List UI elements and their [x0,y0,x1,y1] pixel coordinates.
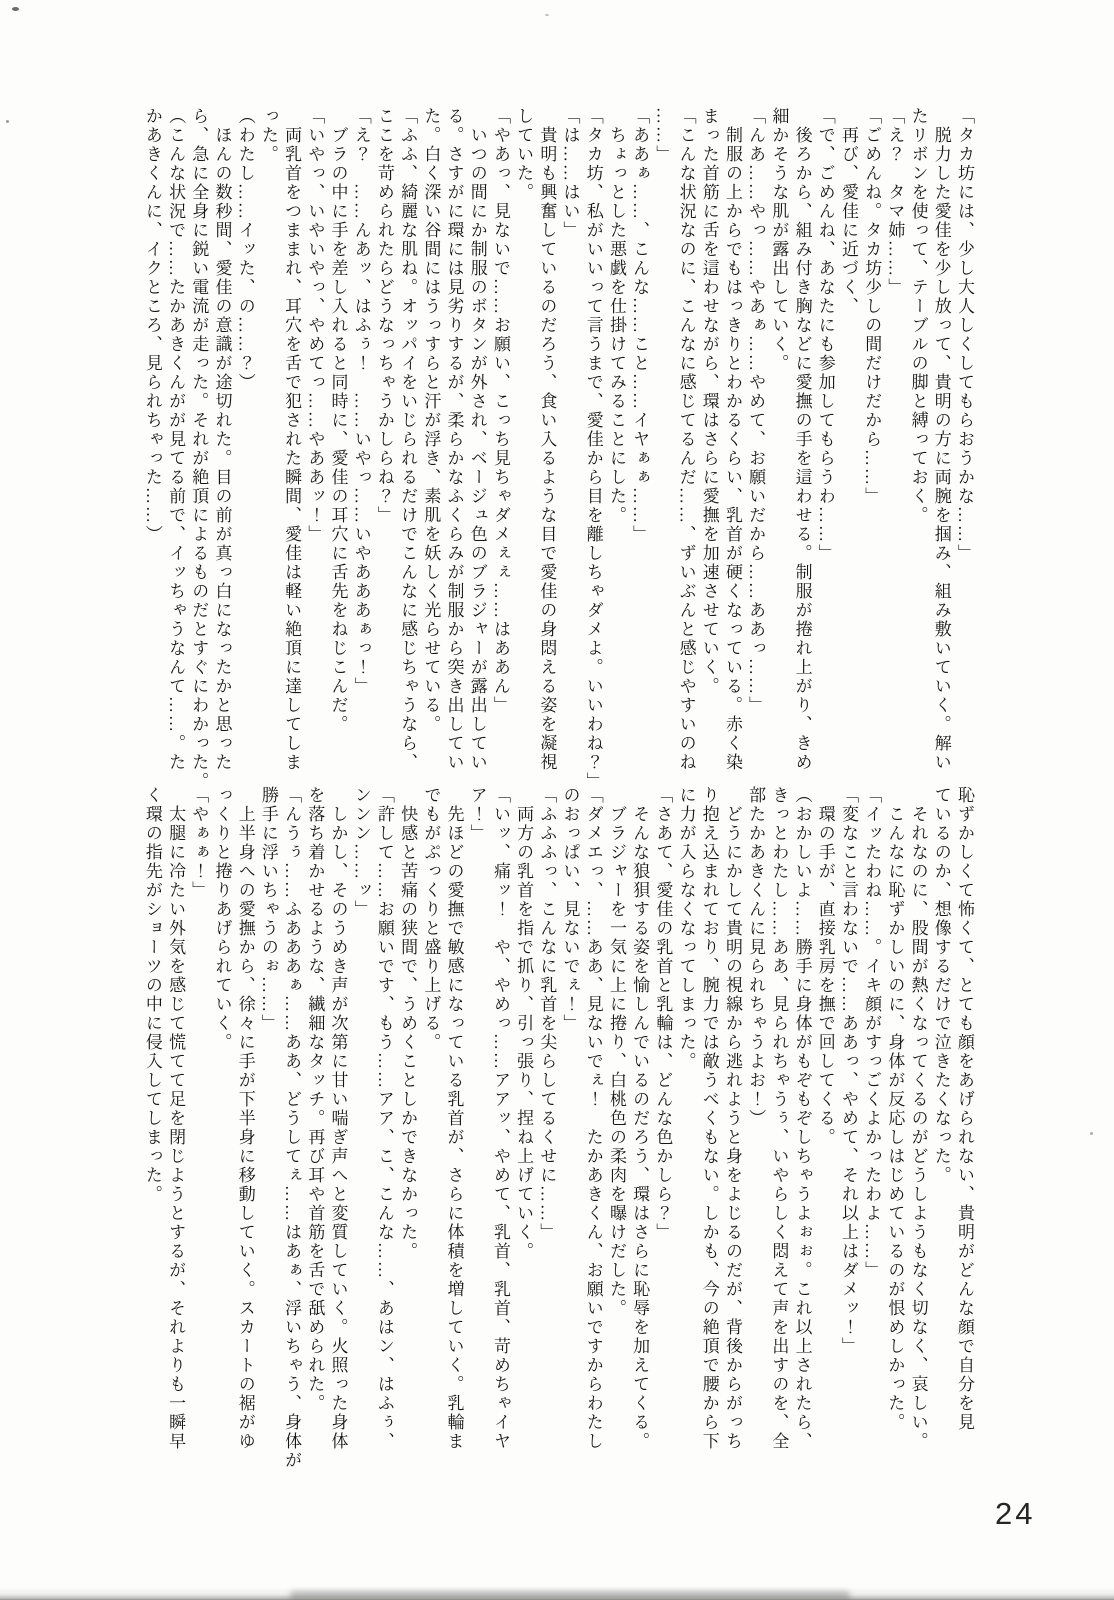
text-line: 「んあ……やっ……やあぁ……やめて、お願いだから……ああっ……」 [746,107,766,715]
text-line: （こんな状況で……たかあきくんがが見てる前で、イッちゃうなんて……。た [166,107,186,772]
text-line: た。白く深い谷間にはうっすらと汗が浮き、素肌を妖しく光らせている。 [421,107,441,734]
text-line: 「変なこと言わないで……ああっ、やめて、それ以上はダメッ！」 [838,786,858,1356]
text-line: 「え？ タマ姉……」 [885,107,905,297]
text-line: きっとわたし……ああ、見られちゃうぅ、いやらしく悶えて声を出すのを、全 [769,786,789,1451]
text-line: ているのか、想像するだけで泣きたくなった。 [931,786,951,1185]
text-line: それなのに、股間が熱くなってくるのがどうしようもなく切なく、哀しい。 [908,805,928,1451]
text-line: 「やあっ、見ないで……お願い、こっち見ちゃダメぇぇ……はああん」 [490,107,510,715]
text-line: る。さすがに環には見劣りするが、柔らかなふくらみが制服から突き出してい [444,107,464,772]
text-line: いつの間にか制服のボタンが外され、ベージュ色のブラジャーが露出してい [467,126,487,772]
text-line: まった首筋に舌を這わせながら、環はさらに愛撫を加速させていく。 [699,107,719,696]
text-line: 両方の乳首を指で抓り、引っ張り、捏ね上げていく。 [514,805,534,1261]
text-line: ここを苛められたらどうなっちゃうかしらね？」 [374,107,394,525]
text-line: ブラの中に手を差し入れると同時に、愛佳の耳穴に舌先をねじこんだ。 [328,126,348,734]
text-line: そんな狼狽する姿を愉しんでいるのだろう、環はさらに恥辱を加えてくる。 [630,805,650,1451]
text-line: 脱力した愛佳を少し放って、貴明の方に両腕を掴み、組み敷いていく。解い [931,126,951,772]
text-line: 制服の上からでもはっきりとわかるくらい、乳首が硬くなっている。赤く染 [722,126,742,772]
text-block-top [141,107,976,791]
text-line: ア！」 [467,786,487,843]
text-line: 「ごめんね。タカ坊少しの間だけだから……」 [862,107,882,506]
text-line: 環の手が、直接乳房を撫で回してくる。 [815,805,835,1147]
text-line: 「いやっ、いやいやっ、やめてっ……やああッ！」 [305,107,325,544]
text-line: しかし、そのうめき声が次第に甘い喘ぎ声へと変質していく。火照った身体 [328,805,348,1451]
text-line: （わたし……イッた、の……？） [235,107,255,392]
text-line: 「んうぅ……ふあああぁ……ああ、どうしてぇ……はあぁ、浮いちゃう、身体が [282,786,302,1470]
scan-speck [1090,1132,1093,1135]
text-line: かあきくんに、イクところ、見られちゃった……） [142,107,162,544]
text-line: 「さあて、愛佳の乳首と乳輪は、どんな色かしら？」 [653,786,673,1242]
text-line: でもがぷっくりと盛り上げる。 [421,786,441,1052]
text-line: ンンン……ッ」 [351,786,371,919]
text-line: 「ふふ、綺麗な肌ね。オッパイをいじられるだけでこんなに感じちゃうなら、 [398,107,418,772]
text-line: のおっぱい、見ないでぇ！」 [560,786,580,1033]
text-line: たリボンを使って、テーブルの脚と縛っておく。 [908,107,928,525]
text-line: 「やぁぁ！」 [189,786,209,900]
text-line: 「は……はい」 [560,107,580,240]
page-number: 24 [995,1496,1036,1531]
text-line: 「いッ、痛ッ！ や、やめっ……アアッ、やめて、乳首、乳首、苛めちゃイヤ [490,786,510,1451]
text-line: ら、急に全身に鋭い電流が走った。それが絶頂によるものだとすぐにわかった。 [189,107,209,791]
scan-speck [545,14,549,16]
text-line: っくりと捲りあげられていく。 [212,786,232,1052]
text-line: 太腿に冷たい外気を感じて慌てて足を閉じようとするが、それよりも一瞬早 [166,805,186,1451]
text-line: 「ふふふっ、こんなに乳首を尖らしてるくせに……」 [537,786,557,1242]
text-line: 恥ずかしくて怖くて、とても顔をあげられない、貴明がどんな顔で自分を見 [955,786,974,1432]
text-line: り抱え込まれており、腕力では敵うべくもない。しかも、今の絶頂で腰から下 [699,786,719,1451]
text-line: 細かそうな肌が露出していく。 [769,107,789,373]
text-block-bottom [141,786,976,1470]
scan-speck [6,120,9,123]
scan-edge-smudge [290,1591,850,1600]
text-line: 貴明も興奮しているのだろう、食い入るような目で愛佳の身悶える姿を凝視 [537,126,557,772]
text-line: どうにかして貴明の視線から逃れようと身をよじるのだが、背後からがっち [722,805,742,1451]
text-line: 「ダメエっ、……ああ、見ないでぇ！ たかあきくん、お願いですからわたし [583,786,603,1451]
text-line: こんなに恥ずかしいのに、身体が反応しはじめているのが恨めしかった。 [885,805,905,1432]
text-line: 「え？ ……んあッ、はふぅ！ ……いやっ……いやあああぁっ！」 [351,107,371,696]
text-line: ……」 [653,107,673,164]
text-line: った。 [258,107,278,164]
text-line: 「こんな状況なのに、こんなに感じてるんだ……、ずいぶんと感じやすいのね [676,107,696,772]
text-line: 上半身への愛撫から、徐々に手が下半身に移動していく。スカートの裾がゆ [235,805,255,1451]
text-line: ブラジャーを一気に上に捲り、白桃色の柔肉を曝けだした。 [606,805,626,1318]
text-line: 「で、ごめんね、あなたにも参加してもらうわ……」 [815,107,835,563]
text-line: 「許して……お願いです、もう……アア、こ、こんな……、あはン、はふぅ、 [374,786,394,1451]
text-line: 「タカ坊、私がいいって言うまで、愛佳から目を離しちゃダメよ。いいわね？」 [583,107,603,791]
text-line: 先ほどの愛撫で敏感になっている乳首が、さらに体積を増していく。乳輪ま [444,805,464,1451]
scan-speck [12,7,19,11]
text-line: く環の指先がショーツの中に侵入してしまった。 [142,786,162,1204]
text-line: ほんの数秒間、愛佳の意識が途切れた。目の前が真っ白になったかと思った [212,126,232,772]
text-line: 快感と苦痛の狭間で、うめくことしかできなかった。 [398,805,418,1261]
text-line: 両乳首をつままれ、耳穴を舌で犯された瞬間、愛佳は軽い絶頂に達してしま [282,126,302,772]
text-line: に力が入らなくなってしまった。 [676,786,696,1071]
text-line: 再び、愛佳に近づく、 [838,126,858,316]
text-line: 「タカ坊には、少し大人しくしてもらおうかな……」 [955,107,974,563]
text-line: 後ろから、組み付き胸などに愛撫の手を這わせる。制服が捲れ上がり、きめ [792,126,812,772]
text-line: 「イッたわね……。イキ顔がすっごくよかったわよ……」 [862,786,882,1280]
text-line: （おかしいよ……勝手に身体がもぞもぞしちゃうよぉぉ。これ以上されたら、 [792,786,812,1451]
text-line: ちょっとした悪戯を仕掛けてみることにした。 [606,126,626,525]
text-line: 「ああぁ……、こんな……こと……イヤぁぁ……」 [630,107,650,544]
text-line: を落ち着かせるような、繊細なタッチ。再び耳や首筋を舌で舐められた。 [305,786,325,1413]
text-line: 部たかあきくんに見られちゃうよお！） [746,786,766,1128]
text-line: していた。 [514,107,534,202]
text-line: 勝手に浮いちゃうのぉ……」 [258,786,278,1033]
